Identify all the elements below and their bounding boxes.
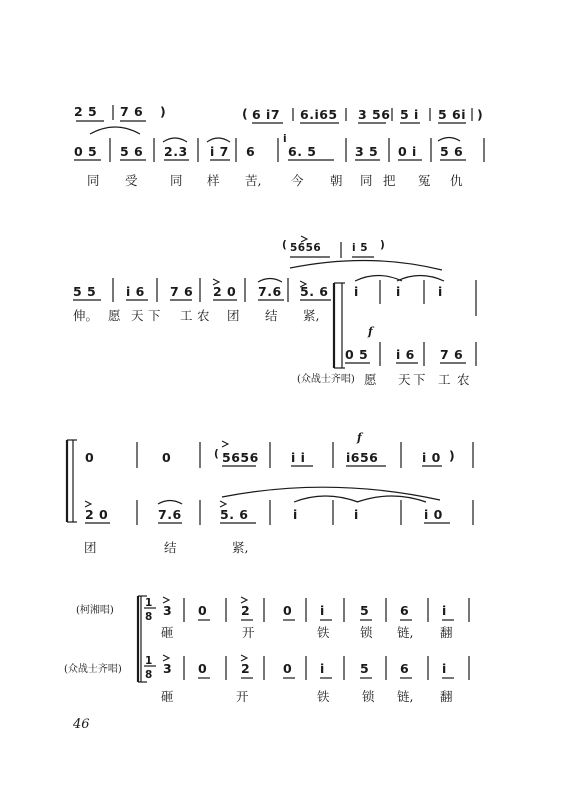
lyric: 紧, xyxy=(303,308,320,323)
upper-note: 5656 xyxy=(222,450,259,465)
note: 6 xyxy=(400,661,410,676)
note: i xyxy=(442,661,447,676)
instrumental-cue: 7 6 xyxy=(120,104,144,119)
note: 3 xyxy=(163,661,173,676)
paren-close: ) xyxy=(160,104,167,119)
lyric: 下 xyxy=(413,372,426,387)
voice-note: 5 6 xyxy=(440,144,464,159)
lyric: 仇 xyxy=(450,173,463,188)
note: 5 xyxy=(360,603,370,618)
note: 2 xyxy=(241,661,251,676)
lyric: 工 xyxy=(438,372,451,387)
voice-note: i 6 xyxy=(126,284,145,299)
lyric: 开 xyxy=(242,625,255,640)
upper-note: i xyxy=(396,284,401,299)
lyric: 今 xyxy=(291,173,304,188)
lyric: 苦, xyxy=(245,173,262,188)
note: 6 xyxy=(400,603,410,618)
accent-mark xyxy=(163,655,169,661)
lyric: 开 xyxy=(236,689,249,704)
lyric: 砸 xyxy=(161,625,174,640)
lyric: 下 xyxy=(148,308,161,323)
instrumental-cue: 5 i xyxy=(400,107,419,122)
slur xyxy=(90,127,140,134)
slur xyxy=(207,138,230,142)
lyric: 团 xyxy=(84,540,97,555)
accent-mark xyxy=(241,597,247,603)
lyric: 紧, xyxy=(232,540,249,555)
page-number: 46 xyxy=(73,717,90,732)
instrumental-cue: 2 5 xyxy=(74,104,98,119)
dynamic-forte: f xyxy=(357,431,362,444)
upper-note: i656 xyxy=(346,450,379,465)
lyric: 天 xyxy=(398,372,411,387)
lyric: 链, xyxy=(397,689,414,704)
time-signature-top: 1 xyxy=(145,597,153,609)
lyric: 把 xyxy=(383,173,396,188)
note: i xyxy=(320,603,325,618)
upper-note: 0 xyxy=(162,450,172,465)
upper-note: i xyxy=(354,284,359,299)
lyric: 样 xyxy=(207,173,220,188)
voice-note: 5 6 xyxy=(120,144,144,159)
part-label: (众战士齐唱) xyxy=(64,664,122,675)
lower-note: 7.6 xyxy=(158,507,182,522)
accent-mark xyxy=(213,279,219,285)
note: 0 xyxy=(283,661,293,676)
instrumental-cue: 5 6i xyxy=(438,107,467,122)
paren-open: ( xyxy=(242,106,249,121)
accent-mark xyxy=(301,236,307,242)
instrumental-cue: 6 i7 xyxy=(252,107,281,122)
note: 0 xyxy=(198,661,208,676)
instrumental-cue: i 5 xyxy=(352,242,369,254)
voice-note: 2.3 xyxy=(164,144,188,159)
slur xyxy=(355,276,402,282)
note: 0 xyxy=(198,603,208,618)
lyric: 工 xyxy=(180,308,193,323)
lyric: 朝 xyxy=(330,173,343,188)
lower-note: 2 0 xyxy=(85,507,109,522)
slur xyxy=(163,138,187,142)
voice-note: 7 6 xyxy=(170,284,194,299)
lyric: 同 xyxy=(360,173,373,188)
lyric: 砸 xyxy=(161,689,174,704)
slur xyxy=(357,496,426,502)
voice-note: 6 xyxy=(246,144,256,159)
lyric: 链, xyxy=(397,625,414,640)
dynamic-forte: f xyxy=(368,325,373,338)
voice-note: 5 5 xyxy=(73,284,97,299)
lyric: 铁 xyxy=(317,625,330,640)
lyric: 伸。 xyxy=(73,308,99,323)
slur xyxy=(294,496,358,502)
lyric: 愿 xyxy=(108,308,121,323)
accent-mark xyxy=(220,501,226,507)
accent-mark xyxy=(163,597,169,603)
slur xyxy=(397,276,444,282)
slur xyxy=(158,501,182,505)
lyric: 同 xyxy=(87,173,100,188)
lyric: 农 xyxy=(197,308,210,323)
lyric: 翻 xyxy=(440,625,453,640)
note: i xyxy=(320,661,325,676)
lower-note: 7 6 xyxy=(440,347,464,362)
instrumental-cue: 5656 xyxy=(290,242,322,254)
accent-mark xyxy=(241,655,247,661)
grace-note: i xyxy=(283,133,288,145)
lyric: 冤 xyxy=(418,173,431,188)
note: 5 xyxy=(360,661,370,676)
paren-close: ) xyxy=(449,448,456,463)
slur xyxy=(438,138,460,142)
lower-note: i xyxy=(354,507,359,522)
paren-close: ) xyxy=(477,107,484,122)
paren-open: ( xyxy=(214,448,220,460)
voice-note: 7.6 xyxy=(258,284,282,299)
part-label: (柯湘唱) xyxy=(76,605,114,616)
voice-note: 3 5 xyxy=(355,144,379,159)
voice-note: 0 5 xyxy=(74,144,98,159)
lower-note: 5. 6 xyxy=(220,507,249,522)
note: 3 xyxy=(163,603,173,618)
voice-note: 6. 5 xyxy=(288,144,317,159)
accent-mark xyxy=(300,281,306,287)
lyric: 受 xyxy=(125,173,138,188)
lyric: 团 xyxy=(227,308,240,323)
note: 0 xyxy=(283,603,293,618)
upper-note: i xyxy=(438,284,443,299)
time-signature-bottom: 8 xyxy=(145,611,153,623)
lyric: 同 xyxy=(170,173,183,188)
paren-open: ( xyxy=(282,239,288,251)
upper-note: i i xyxy=(291,450,306,465)
lower-note: 0 5 xyxy=(345,347,369,362)
voice-note: 5. 6 xyxy=(300,284,329,299)
accent-mark xyxy=(222,441,228,447)
note: i xyxy=(442,603,447,618)
lyric: 愿 xyxy=(364,372,377,387)
upper-note: 0 xyxy=(85,450,95,465)
lower-note: i 6 xyxy=(396,347,415,362)
lyric: 天 xyxy=(131,308,144,323)
lyric: 铁 xyxy=(317,689,330,704)
slur xyxy=(290,260,442,270)
voice-note: i 7 xyxy=(210,144,229,159)
lyric: 农 xyxy=(457,372,470,387)
voice-note: 2 0 xyxy=(213,284,237,299)
part-label: (众战士齐唱) xyxy=(297,374,355,385)
lyric: 锁 xyxy=(362,689,375,704)
lyric: 翻 xyxy=(440,689,453,704)
time-signature-top: 1 xyxy=(145,655,153,667)
lower-note: i xyxy=(293,507,298,522)
lower-note: i 0 xyxy=(424,507,443,522)
accent-mark xyxy=(85,501,91,507)
note: 2 xyxy=(241,603,251,618)
instrumental-cue: 6.i65 xyxy=(300,107,338,122)
voice-note: 0 i xyxy=(398,144,417,159)
slur xyxy=(222,487,440,500)
slur xyxy=(258,279,282,283)
lyric: 结 xyxy=(164,540,177,555)
upper-note: i 0 xyxy=(422,450,441,465)
lyric: 结 xyxy=(265,308,278,323)
time-signature-bottom: 8 xyxy=(145,669,153,681)
paren-close: ) xyxy=(380,239,386,251)
instrumental-cue: 3 56 xyxy=(358,107,391,122)
lyric: 锁 xyxy=(360,625,373,640)
